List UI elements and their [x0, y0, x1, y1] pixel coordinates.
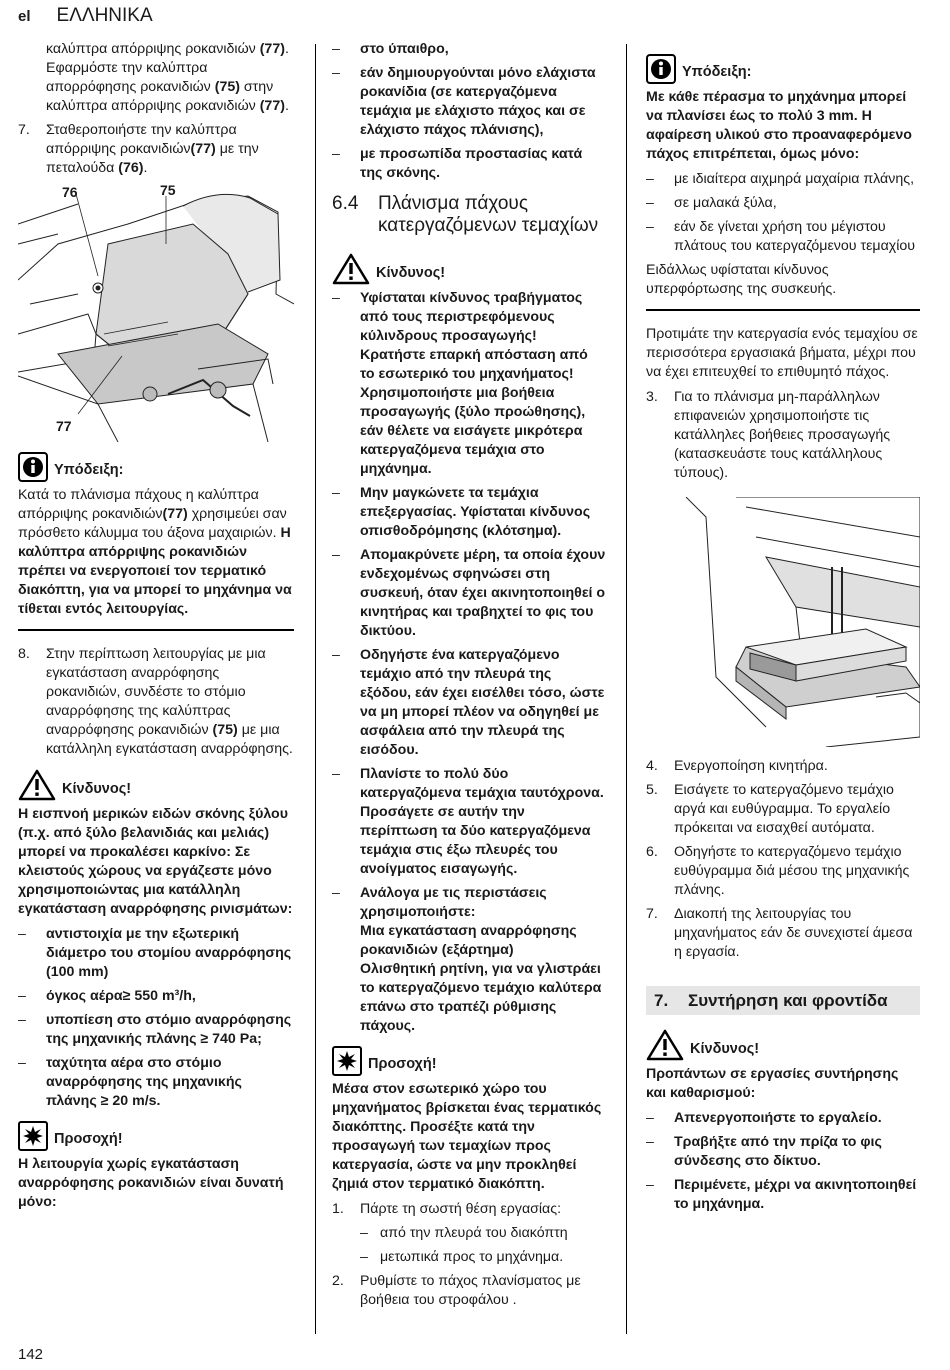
- danger-3-item: – Απενεργοποιήστε το εργαλείο.: [646, 1110, 882, 1126]
- danger-2-item: – Πλανίστε το πολύ δύο κατεργαζόμενα τεμάχια ταυτόχρονα. Προσάγετε σε αυτήν την περίπτωση τα δύο κατεργαζόμενα τεμάχια στις έξω πλευρές του ανοίγματος εισαγωγής.: [332, 766, 604, 877]
- column-divider-1: [315, 44, 316, 1334]
- language-title: ΕΛΛΗΝΙΚΑ: [56, 5, 153, 26]
- rule: [646, 309, 920, 311]
- step-1-sub: – μετωπικά προς το μηχάνημα.: [360, 1249, 564, 1265]
- danger-2-item: – Υφίσταται κίνδυνος τραβήγματος από τους περιστρεφόμενους κύλινδρους προσαγωγής! Κρατήστε επαρκή απόσταση από το εσωτερικό του μηχανήματος! Χρησιμοποιήστε μια βοήθεια προσαγωγής (ξύλο προώθησης), εάν θέλετε να εισάγετε μικρότερα κατεργαζόμενα τεμάχια στο μηχάνημα.: [332, 290, 588, 477]
- notice-heading-3: Υπόδειξη:: [646, 54, 920, 84]
- warning-triangle-icon: [332, 253, 370, 285]
- notice-3-item: – με ιδιαίτερα αιχμηρά μαχαίρια πλάνης,: [646, 171, 915, 187]
- notice-3-item: – εάν δε γίνεται χρήση του μέγιστου πλάτους του κατεργαζόμενου τεμαχίου: [646, 219, 916, 254]
- page-header: [18, 6, 153, 26]
- caution-heading-1: Προσοχή!: [18, 1121, 294, 1151]
- section-7-heading: 7. Συντήρηση και φροντίδα: [646, 986, 920, 1015]
- condition-item: – με προσωπίδα προστασίας κατά της σκόνης.: [332, 146, 583, 181]
- column-1: [18, 40, 294, 1218]
- danger-heading-3: Κίνδυνος!: [646, 1029, 920, 1061]
- info-icon: [646, 54, 676, 84]
- column-2: [332, 40, 606, 1315]
- caution-2-text: Μέσα στον εσωτερικό χώρο του μηχανήματος βρίσκεται ένας τερματικός διακόπτης. Προσέξτε κατά την προσαγωγή των τεμαχίων προς κατεργασία, ώστε να μην προκληθεί ζημιά στον τερματικό διακόπτη.: [332, 1081, 602, 1192]
- danger-1-text: Η εισπνοή μερικών ειδών σκόνης ξύλου (π.χ. από ξύλο βελανιδιάς και μελιάς) μπορεί να προκαλέσει καρκίνο: Σε κλειστούς χώρους να εργάζεστε μόνο χρησιμοποιώντας μια κατάλληλη εγκατάσταση αναρρόφησης ρινισμάτων:: [18, 806, 293, 917]
- danger-1-item: – ταχύτητα αέρα στο στόμιο αναρρόφησης της μηχανικής πλάνης ≥ 20 m/s.: [18, 1055, 242, 1109]
- callout-76: 76: [62, 184, 78, 200]
- planer-illustration: [646, 497, 920, 747]
- column-divider-2: [626, 44, 627, 1334]
- condition-item: – στο ύπαιθρο,: [332, 41, 449, 57]
- figure-chip-ejector-hood: [18, 184, 294, 442]
- machine-illustration: [18, 184, 294, 442]
- figure-thickness-planing: [646, 497, 920, 747]
- danger-heading-1: Κίνδυνος!: [18, 769, 294, 801]
- danger-1-item: – αντιστοιχία με την εξωτερική διάμετρο του στομίου αναρρόφησης (100 mm): [18, 926, 292, 980]
- step-5: 5. Εισάγετε το κατεργαζόμενο τεμάχιο αργά και ευθύγραμμα. Το εργαλείο πρόκειται να εισαχθεί αυτόματα.: [646, 782, 894, 836]
- condition-item: – εάν δημιουργούνται μόνο ελάχιστα ροκανίδια (σε κατεργαζόμενα τεμάχια με ελάχιστο πάχος και σε ελάχιστο πάχος πλάνισης),: [332, 65, 596, 138]
- danger-3-item: – Περιμένετε, μέχρι να ακινητοποιηθεί το μηχάνημα.: [646, 1177, 917, 1212]
- danger-2-item: – Μην μαγκώνετε τα τεμάχια επεξεργασίας. Υφίσταται κίνδυνος οπισθοδρόμησης (κλότσημα).: [332, 485, 591, 539]
- caution-burst-icon: [332, 1046, 362, 1076]
- step-1: 1. Πάρτε τη σωστή θέση εργασίας:: [332, 1201, 562, 1217]
- danger-2-item: – Οδηγήστε ένα κατεργαζόμενο τεμάχιο από την πλευρά της εξόδου, εάν έχει εισέλθει τόσο, ώστε να μη μπορεί πλέον να οδηγηθεί με ασφάλεια από την πλευρά της εισόδου.: [332, 647, 605, 758]
- step-6-continuation: καλύπτρα απόρριψης ροκανιδιών (77). Εφαρμόστε την καλύπτρα απορρόφησης ροκανιδιών (75) στην καλύπτρα απόρριψης ροκανιδιών (77).: [46, 41, 289, 114]
- caution-heading-2: Προσοχή!: [332, 1046, 606, 1076]
- danger-3-item: – Τραβήξτε από την πρίζα το φις σύνδεσης στο δίκτυο.: [646, 1134, 882, 1169]
- danger-1-item: – όγκος αέρα≥ 550 m³/h,: [18, 988, 196, 1004]
- step-1-sub: – από την πλευρά του διακόπτη: [360, 1225, 568, 1241]
- notice-1-text: Κατά το πλάνισμα πάχους η καλύπτρα απόρριψης ροκανιδιών(77) χρησιμεύει σαν πρόσθετο κάλυμμα του άξονα μαχαιριών. Η καλύπτρα απόρριψης ροκανιδιών πρέπει να ενεργοποιεί τον τερματικό διακόπτη, για να μπορεί το μηχάνημα να τίθεται εντός λειτουργίας.: [18, 487, 292, 617]
- step-4: 4. Ενεργοποίηση κινητήρα.: [646, 758, 828, 774]
- caution-1-text: Η λειτουργία χωρίς εγκατάσταση αναρρόφησης ροκανιδιών είναι δυνατή μόνο:: [18, 1156, 284, 1210]
- danger-2-item: – Απομακρύνετε μέρη, τα οποία έχουν ενδεχομένως σφηνώσει στη συσκευή, όταν έχει ακινητοποιηθεί ο κινητήρας και τραβηχτεί το φις του δικτύου.: [332, 547, 606, 639]
- step-3: 3. Για το πλάνισμα μη-παράλληλων επιφανειών χρησιμοποιήστε τις κατάλληλες βοήθειες προσαγωγής (κατασκευάστε τους κατάλληλους τύπους).: [646, 389, 891, 481]
- column-3: [646, 40, 920, 1219]
- notice-3-item: – σε μαλακά ξύλα,: [646, 195, 777, 211]
- step-8: 8. Στην περίπτωση λειτουργίας με μια εγκατάσταση αναρρόφησης ροκανιδιών, συνδέστε το στόμιο αναρρόφησης της καλύπτρας αναρρόφησης ροκανιδιών (75) με μια κατάλληλη εγκατάσταση αναρρόφησης.: [18, 646, 293, 757]
- info-icon: [18, 452, 48, 482]
- step-7: 7. Διακοπή της λειτουργίας του μηχανήματος εάν δε συνεχιστεί άμεσα η εργασία.: [646, 906, 913, 960]
- danger-3-text: Προπάντων σε εργασίες συντήρησης και καθαρισμού:: [646, 1066, 899, 1101]
- warning-triangle-icon: [646, 1029, 684, 1061]
- notice-3-text: Με κάθε πέρασμα το μηχάνημα μπορεί να πλανίσει έως το πολύ 3 mm. Η αφαίρεση υλικού στο προαναφερόμενο πάχος επιτρέπεται, όμως μόνο:: [646, 89, 912, 162]
- language-code: el: [18, 8, 31, 25]
- callout-77: 77: [56, 418, 72, 434]
- danger-2-item: – Ανάλογα με τις περιστάσεις χρησιμοποιήστε: Μια εγκατάσταση αναρρόφησης ροκανιδιών (εξάρτημα) Ολισθητική ρητίνη, για να γλιστράει το κατεργαζόμενο τεμάχιο καλύτερα επάνω στο τραπέζι ρύθμισης πάχους.: [332, 885, 602, 1034]
- notice-heading-1: Υπόδειξη:: [18, 452, 294, 482]
- danger-1-item: – υποπίεση στο στόμιο αναρρόφησης της μηχανικής πλάνης ≥ 740 Pa;: [18, 1012, 292, 1047]
- step-6: 6. Οδηγήστε το κατεργαζόμενο τεμάχιο ευθύγραμμα διά μέσου της μηχανικής πλάνης.: [646, 844, 910, 898]
- warning-triangle-icon: [18, 769, 56, 801]
- notice-3-after: Ειδάλλως υφίσταται κίνδυνος υπερφόρτωσης της συσκευής.: [646, 262, 837, 297]
- danger-heading-2: Κίνδυνος!: [332, 253, 606, 285]
- preference-paragraph: Προτιμάτε την κατεργασία ενός τεμαχίου σε περισσότερα εργασιακά βήματα, μέχρι που να έχει επιτευχθεί το επιθυμητό πάχος.: [646, 326, 918, 380]
- caution-burst-icon: [18, 1121, 48, 1151]
- step-2: 2. Ρυθμίστε το πάχος πλανίσματος με βοήθεια του στροφάλου .: [332, 1273, 581, 1308]
- section-6-4-heading: 6.4 Πλάνισμα πάχους κατεργαζόμενων τεμαχίων: [332, 193, 599, 236]
- step-7: 7. Σταθεροποιήστε την καλύπτρα απόρριψης ροκανιδιών(77) με την πεταλούδα (76).: [18, 122, 259, 176]
- callout-75: 75: [160, 182, 176, 198]
- rule: [18, 629, 294, 631]
- page-number: 142: [18, 1346, 44, 1363]
